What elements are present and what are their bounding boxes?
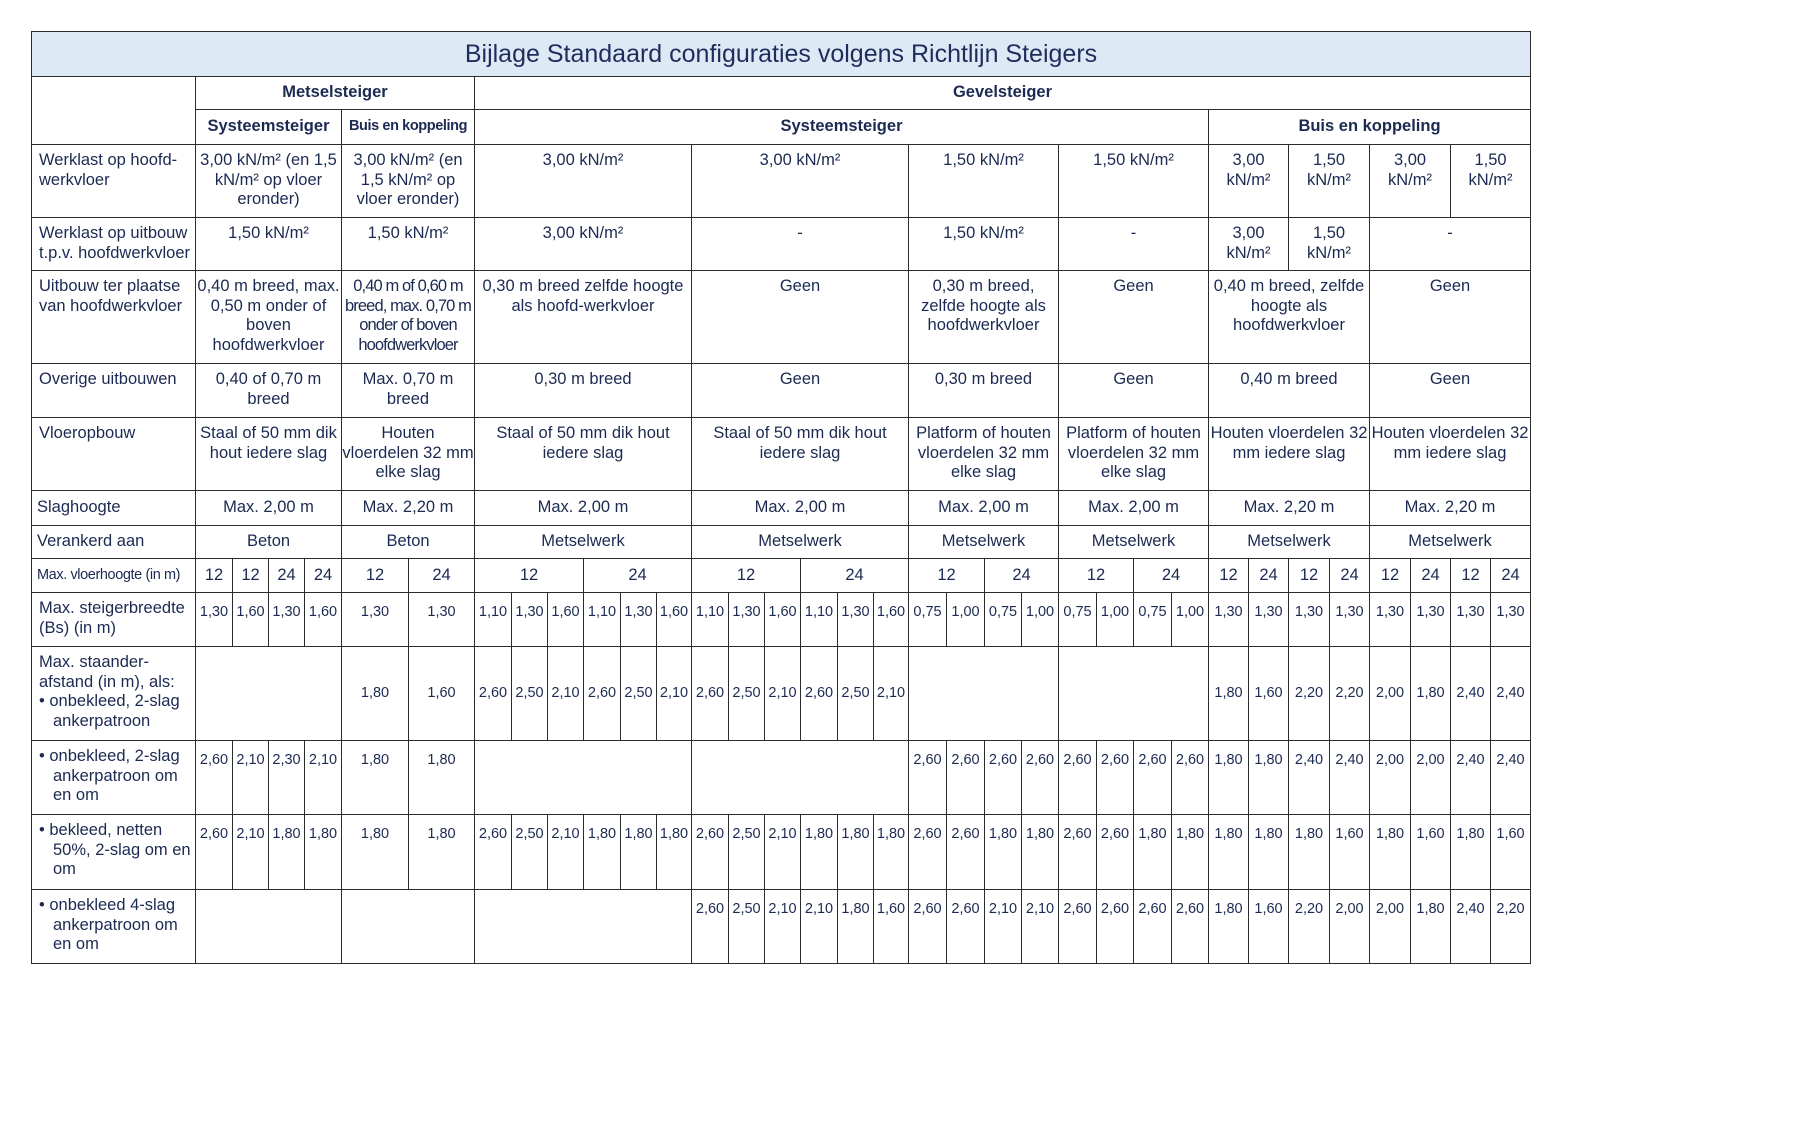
table-cell: 1,50 kN/m² [909,145,1059,218]
table-cell: Max. 2,00 m [909,491,1059,526]
table-cell [692,741,909,815]
table-cell: Max. 2,00 m [196,491,342,526]
table-cell: 2,20 [1330,647,1370,741]
table-cell: Geen [1059,364,1209,418]
table-cell: 24 [1491,559,1531,593]
table-cell: 2,10 [548,647,584,741]
table-cell: 1,00 [947,593,985,647]
table-cell: 1,80 [874,815,909,890]
table-cell: 3,00 kN/m² [475,145,692,218]
table-cell: 2,10 [233,815,269,890]
table-cell: 1,30 [512,593,548,647]
table-cell: Max. 2,20 m [1370,491,1531,526]
table-cell: 2,10 [548,815,584,890]
table-cell: 1,30 [342,593,409,647]
table-cell: 3,00 kN/m² [475,218,692,271]
table-cell: 2,60 [909,890,947,964]
table-cell: 24 [1134,559,1209,593]
table-cell: 1,00 [1022,593,1059,647]
table-cell [1059,647,1209,741]
header-gevelsteiger: Gevelsteiger [475,77,1531,110]
table-cell: 1,50 kN/m² [1289,218,1370,271]
table-cell: 1,30 [1411,593,1451,647]
row-vloerhoogte [32,559,1531,593]
table-cell: 1,50 kN/m² [196,218,342,271]
table-cell [475,890,692,964]
table-cell: 2,60 [985,741,1022,815]
table-cell: 12 [692,559,801,593]
table-cell: 2,40 [1491,741,1531,815]
header-metsel-buis-koppeling: Buis en koppeling [342,110,475,145]
table-cell: 2,60 [1172,741,1209,815]
table-cell: 2,00 [1330,890,1370,964]
row-staander-onbekleed-2slag-om-en-om [32,741,1531,815]
table-cell: Staal of 50 mm dik hout iedere slag [475,418,692,491]
table-cell: 1,30 [1209,593,1249,647]
table-cell: 0,40 of 0,70 m breed [196,364,342,418]
table-cell: 1,80 [838,890,874,964]
table-cell: 1,30 [269,593,305,647]
table-cell: 12 [1059,559,1134,593]
table-cell: 0,75 [909,593,947,647]
row-staander-onbekleed-4slag [32,890,1531,964]
table-cell: 1,60 [874,593,909,647]
row-label [32,647,196,741]
table-cell: 1,80 [342,741,409,815]
table-cell [196,647,342,741]
row-werklast-uitbouw [32,218,1531,271]
table-cell: 2,60 [909,741,947,815]
table-cell: 2,20 [1491,890,1531,964]
table-cell: 1,80 [1209,815,1249,890]
table-cell: 1,30 [621,593,657,647]
table-cell: 1,00 [1097,593,1134,647]
table-cell: 2,20 [1289,647,1330,741]
table-cell: 12 [342,559,409,593]
table-cell: 3,00 kN/m² [1209,218,1289,271]
table-cell: 1,60 [1411,815,1451,890]
header-gevel-buis-koppeling: Buis en koppeling [1209,110,1531,145]
row-label [32,741,196,815]
table-cell: 1,80 [838,815,874,890]
header-metsel-systeemsteiger: Systeemsteiger [196,110,342,145]
table-cell: 2,10 [765,647,801,741]
table-cell: 2,60 [1134,741,1172,815]
row-staander-bekleed-netten [32,815,1531,890]
table-cell: 1,80 [985,815,1022,890]
table-cell: 1,50 kN/m² [1289,145,1370,218]
row-werklast-hoofdwerkvloer [32,145,1531,218]
table-cell: 2,40 [1451,647,1491,741]
configuration-table [31,31,1531,964]
table-cell: 12 [1370,559,1411,593]
table-cell: - [1370,218,1531,271]
table-cell: Max. 0,70 m breed [342,364,475,418]
table-cell: 1,60 [548,593,584,647]
row-label-bullet: • onbekleed, 2-slag ankerpatroon [39,692,180,730]
table-cell: 12 [233,559,269,593]
table-cell: 1,30 [838,593,874,647]
table-cell: 2,40 [1451,741,1491,815]
table-cell: 12 [909,559,985,593]
table-cell [475,741,692,815]
table-cell: Max. 2,20 m [342,491,475,526]
table-cell: 2,60 [692,890,729,964]
table-cell: 1,50 kN/m² [1059,145,1209,218]
row-verankerd [32,526,1531,559]
table-cell: 2,60 [475,647,512,741]
page-title: Bijlage Standaard configuraties volgens Richtlijn Steigers [32,32,1531,77]
row-label [32,890,196,964]
table-cell: 1,80 [342,815,409,890]
table-cell: 1,30 [1491,593,1531,647]
table-cell: 2,40 [1289,741,1330,815]
table-cell: 2,00 [1370,647,1411,741]
table-cell: 1,80 [269,815,305,890]
table-cell: 3,00 kN/m² (en 1,5 kN/m² op vloer eronder) [342,145,475,218]
row-vloeropbouw [32,418,1531,491]
table-cell: 24 [801,559,909,593]
table-cell: 0,30 m breed [909,364,1059,418]
row-slaghoogte [32,491,1531,526]
row-label: Werklast op uitbouw t.p.v. hoofdwerkvloer [32,218,196,271]
table-cell: 2,60 [1059,890,1097,964]
table-cell: 2,60 [1134,890,1172,964]
table-cell: 1,50 kN/m² [1451,145,1531,218]
table-cell: 2,10 [1022,890,1059,964]
table-cell: 12 [196,559,233,593]
table-cell: Beton [196,526,342,559]
table-cell: 2,50 [729,890,765,964]
row-label: Verankerd aan [32,526,196,559]
table-cell: 12 [1451,559,1491,593]
table-cell: 1,10 [475,593,512,647]
table-cell: Houten vloerdelen 32 mm elke slag [342,418,475,491]
table-cell: 2,10 [765,815,801,890]
table-cell: 0,30 m breed [475,364,692,418]
table-cell: 1,80 [409,815,475,890]
table-cell: 2,10 [657,647,692,741]
table-cell: 1,80 [1134,815,1172,890]
table-cell: 3,00 kN/m² [692,145,909,218]
header-gevel-systeemsteiger: Systeemsteiger [475,110,1209,145]
table-cell: Staal of 50 mm dik hout iedere slag [692,418,909,491]
table-cell: Geen [1370,271,1531,364]
table-cell: Metselwerk [909,526,1059,559]
table-cell: 2,20 [1289,890,1330,964]
table-cell: 1,60 [657,593,692,647]
table-cell: 1,60 [1491,815,1531,890]
table-cell: 24 [1249,559,1289,593]
row-label: Overige uitbouwen [32,364,196,418]
row-label-intro: Max. staander-afstand (in m), als: [39,653,175,691]
table-cell: 2,60 [1022,741,1059,815]
table-cell: 2,10 [801,890,838,964]
table-cell: Platform of houten vloerdelen 32 mm elke slag [1059,418,1209,491]
table-cell: 2,10 [765,890,801,964]
table-cell: 1,30 [409,593,475,647]
table-cell: 1,60 [1249,890,1289,964]
table-cell: 2,30 [269,741,305,815]
table-cell: Geen [692,364,909,418]
table-cell: 1,10 [692,593,729,647]
table-cell: 1,80 [1411,647,1451,741]
table-cell: 1,80 [1370,815,1411,890]
table-cell: 1,80 [1209,741,1249,815]
table-cell: Metselwerk [1370,526,1531,559]
table-cell [196,890,342,964]
row-label: Slaghoogte [32,491,196,526]
table-cell: 24 [985,559,1059,593]
table-cell: 2,50 [729,647,765,741]
row-staander-onbekleed-2slag [32,647,1531,741]
table-cell: Platform of houten vloerdelen 32 mm elke slag [909,418,1059,491]
table-cell: 0,40 m breed, max. 0,50 m onder of boven hoofdwerkvloer [196,271,342,364]
table-cell: 1,80 [1249,815,1289,890]
table-cell: Metselwerk [1209,526,1370,559]
table-cell: 2,60 [947,890,985,964]
table-cell: Staal of 50 mm dik hout iedere slag [196,418,342,491]
table-cell: 0,40 m breed, zelfde hoogte als hoofdwerkvloer [1209,271,1370,364]
table-cell: 2,50 [512,815,548,890]
table-cell: 24 [584,559,692,593]
table-cell: 1,10 [584,593,621,647]
table-cell: 24 [269,559,305,593]
table-cell: 2,60 [1097,890,1134,964]
header-metselsteiger: Metselsteiger [196,77,475,110]
table-cell: 24 [1411,559,1451,593]
table-cell: Max. 2,00 m [1059,491,1209,526]
table-cell: 1,80 [1411,890,1451,964]
table-cell: 2,00 [1411,741,1451,815]
table-cell: 1,10 [801,593,838,647]
table-cell: 24 [1330,559,1370,593]
table-cell: 0,40 m breed [1209,364,1370,418]
table-cell: 1,30 [1289,593,1330,647]
table-cell: Geen [1370,364,1531,418]
table-cell: 12 [1289,559,1330,593]
table-cell: 2,60 [1097,815,1134,890]
table-cell: 1,50 kN/m² [909,218,1059,271]
row-label: Max. vloerhoogte (in m) [32,559,196,593]
table-cell: - [1059,218,1209,271]
table-cell: 1,60 [1249,647,1289,741]
table-cell: Max. 2,00 m [692,491,909,526]
table-cell: 2,10 [233,741,269,815]
table-cell: 2,00 [1370,890,1411,964]
table-cell: 0,30 m breed, zelfde hoogte als hoofdwerkvloer [909,271,1059,364]
table-cell: 2,60 [909,815,947,890]
table-cell: 2,60 [1097,741,1134,815]
table-cell: 1,80 [1209,647,1249,741]
table-cell: 2,60 [196,815,233,890]
table-cell: 2,60 [692,647,729,741]
table-cell: Houten vloerdelen 32 mm iedere slag [1209,418,1370,491]
row-label: Max. steigerbreedte (Bs) (in m) [32,593,196,647]
row-overige-uitbouwen [32,364,1531,418]
table-cell: 2,40 [1330,741,1370,815]
table-cell: 1,30 [1330,593,1370,647]
table-cell: Geen [692,271,909,364]
table-cell: 1,60 [409,647,475,741]
table-cell: 2,60 [692,815,729,890]
table-cell: Geen [1059,271,1209,364]
row-label [32,815,196,890]
table-cell [909,647,1059,741]
table-cell: Metselwerk [1059,526,1209,559]
table-cell: 1,80 [1451,815,1491,890]
table-cell: 1,00 [1172,593,1209,647]
table-cell: 0,30 m breed zelfde hoogte als hoofd-werkvloer [475,271,692,364]
table-cell: Max. 2,20 m [1209,491,1370,526]
table-cell: 3,00 kN/m² [1370,145,1451,218]
table-cell: 1,60 [765,593,801,647]
table-cell: 3,00 kN/m² (en 1,5 kN/m² op vloer eronder) [196,145,342,218]
row-label-bullet: • onbekleed 4-slag ankerpatroon om en om [39,896,178,953]
table-cell: 1,80 [1249,741,1289,815]
table-cell: 2,60 [947,741,985,815]
table-cell: 1,80 [342,647,409,741]
table-cell: 1,30 [1451,593,1491,647]
table-cell: 1,80 [305,815,342,890]
table-cell: 0,75 [1134,593,1172,647]
table-cell: 2,60 [584,647,621,741]
table-cell: 2,60 [947,815,985,890]
table-cell: 2,60 [475,815,512,890]
table-cell: 1,80 [1022,815,1059,890]
table-cell: 1,80 [584,815,621,890]
table-cell: 1,80 [1289,815,1330,890]
table-cell: 12 [475,559,584,593]
table-cell: Beton [342,526,475,559]
table-cell: 1,30 [1249,593,1289,647]
table-cell: 1,80 [801,815,838,890]
table-cell: Metselwerk [475,526,692,559]
table-cell: Houten vloerdelen 32 mm iedere slag [1370,418,1531,491]
table-cell: 2,50 [621,647,657,741]
table-cell: Max. 2,00 m [475,491,692,526]
row-label: Vloeropbouw [32,418,196,491]
table-cell: 2,10 [305,741,342,815]
table-cell: 1,80 [1209,890,1249,964]
table-cell: 2,50 [729,815,765,890]
table-cell: 1,60 [233,593,269,647]
table-cell: 1,30 [1370,593,1411,647]
table-cell: 2,50 [838,647,874,741]
table-cell: 2,60 [801,647,838,741]
row-uitbouw-hoofdwerkvloer [32,271,1531,364]
table-cell: 2,10 [874,647,909,741]
table-cell: 1,30 [729,593,765,647]
table-cell: 0,40 m of 0,60 m breed, max. 0,70 m onder of boven hoofdwerkvloer [342,271,475,364]
table-cell: 3,00 kN/m² [1209,145,1289,218]
table-cell: 2,40 [1491,647,1531,741]
table-cell: 2,60 [1059,815,1097,890]
table-cell: 1,80 [657,815,692,890]
row-label: Werklast op hoofd-werkvloer [32,145,196,218]
table-cell: 2,50 [512,647,548,741]
table-cell: 0,75 [1059,593,1097,647]
table-cell: - [692,218,909,271]
table-cell: 2,60 [196,741,233,815]
table-cell: 1,60 [1330,815,1370,890]
table-cell: 1,80 [621,815,657,890]
table-cell: 1,50 kN/m² [342,218,475,271]
row-steigerbreedte [32,593,1531,647]
table-cell: 24 [409,559,475,593]
table-cell: 2,10 [985,890,1022,964]
table-cell: 2,60 [1172,890,1209,964]
corner-cell [32,77,196,145]
table-cell: 2,60 [1059,741,1097,815]
table-cell [342,890,475,964]
table-cell: 24 [305,559,342,593]
table-cell: 1,80 [1172,815,1209,890]
table-cell: 2,00 [1370,741,1411,815]
row-label: Uitbouw ter plaatse van hoofdwerkvloer [32,271,196,364]
table-cell: 1,60 [305,593,342,647]
table-cell: 12 [1209,559,1249,593]
row-label-bullet: • onbekleed, 2-slag ankerpatroon om en om [39,747,180,804]
table-cell: 1,60 [874,890,909,964]
row-label-bullet: • bekleed, netten 50%, 2-slag om en om [39,821,191,878]
table-cell: 1,30 [196,593,233,647]
table-cell: 2,40 [1451,890,1491,964]
table-cell: 1,80 [409,741,475,815]
table-cell: Metselwerk [692,526,909,559]
table-cell: 0,75 [985,593,1022,647]
